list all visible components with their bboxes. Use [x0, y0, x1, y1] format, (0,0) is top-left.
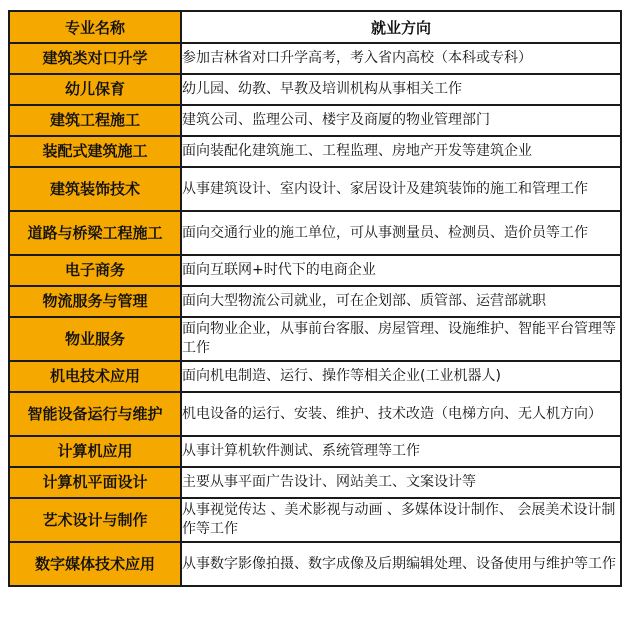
major-name-cell: 幼儿保育 [9, 74, 181, 105]
major-name-cell: 物流服务与管理 [9, 286, 181, 317]
header-row [9, 11, 621, 43]
employment-direction-cell: 机电设备的运行、安装、维护、技术改造（电梯方向、无人机方向） [181, 392, 621, 436]
table-row [9, 255, 621, 286]
table-row [9, 467, 621, 498]
employment-direction-cell: 面向互联网+时代下的电商企业 [181, 255, 621, 286]
major-name-cell: 建筑类对口升学 [9, 43, 181, 74]
employment-direction-cell: 面向装配化建筑施工、工程监理、房地产开发等建筑企业 [181, 136, 621, 167]
major-name-cell: 物业服务 [9, 317, 181, 361]
employment-direction-cell: 面向物业企业，从事前台客服、房屋管理、设施维护、智能平台管理等工作 [181, 317, 621, 361]
table-row [9, 317, 621, 361]
major-name-cell: 道路与桥梁工程施工 [9, 211, 181, 255]
table-row [9, 392, 621, 436]
employment-direction-cell: 从事建筑设计、室内设计、家居设计及建筑装饰的施工和管理工作 [181, 167, 621, 211]
major-name-cell: 计算机应用 [9, 436, 181, 467]
table-row [9, 211, 621, 255]
major-name-cell: 建筑工程施工 [9, 105, 181, 136]
employment-direction-cell: 面向机电制造、运行、操作等相关企业(工业机器人) [181, 361, 621, 392]
major-name-cell: 艺术设计与制作 [9, 498, 181, 542]
employment-direction-cell: 建筑公司、监理公司、楼宇及商厦的物业管理部门 [181, 105, 621, 136]
table-row [9, 167, 621, 211]
employment-direction-cell: 面向交通行业的施工单位，可从事测量员、检测员、造价员等工作 [181, 211, 621, 255]
employment-direction-cell: 主要从事平面广告设计、网站美工、文案设计等 [181, 467, 621, 498]
table-row [9, 74, 621, 105]
table-row [9, 43, 621, 74]
major-name-cell: 装配式建筑施工 [9, 136, 181, 167]
major-name-cell: 数字媒体技术应用 [9, 542, 181, 586]
table-row [9, 136, 621, 167]
employment-direction-cell: 幼儿园、幼教、早教及培训机构从事相关工作 [181, 74, 621, 105]
table-body [9, 43, 621, 586]
header-employment: 就业方向 [181, 11, 621, 43]
employment-direction-cell: 面向大型物流公司就业，可在企划部、质管部、运营部就职 [181, 286, 621, 317]
major-name-cell: 智能设备运行与维护 [9, 392, 181, 436]
header-major-name: 专业名称 [9, 11, 181, 43]
table-row [9, 361, 621, 392]
employment-direction-cell: 从事数字影像拍摄、数字成像及后期编辑处理、设备使用与维护等工作 [181, 542, 621, 586]
employment-direction-cell: 从事计算机软件测试、系统管理等工作 [181, 436, 621, 467]
table-row [9, 498, 621, 542]
major-name-cell: 机电技术应用 [9, 361, 181, 392]
employment-direction-cell: 参加吉林省对口升学高考，考入省内高校（本科或专科） [181, 43, 621, 74]
major-name-cell: 计算机平面设计 [9, 467, 181, 498]
table-row [9, 286, 621, 317]
major-name-cell: 建筑装饰技术 [9, 167, 181, 211]
major-name-cell: 电子商务 [9, 255, 181, 286]
table-row [9, 436, 621, 467]
majors-table [8, 10, 622, 587]
employment-direction-cell: 从事视觉传达 、美术影视与动画 、多媒体设计制作、 会展美术设计制作等工作 [181, 498, 621, 542]
table-row [9, 542, 621, 586]
table-row [9, 105, 621, 136]
